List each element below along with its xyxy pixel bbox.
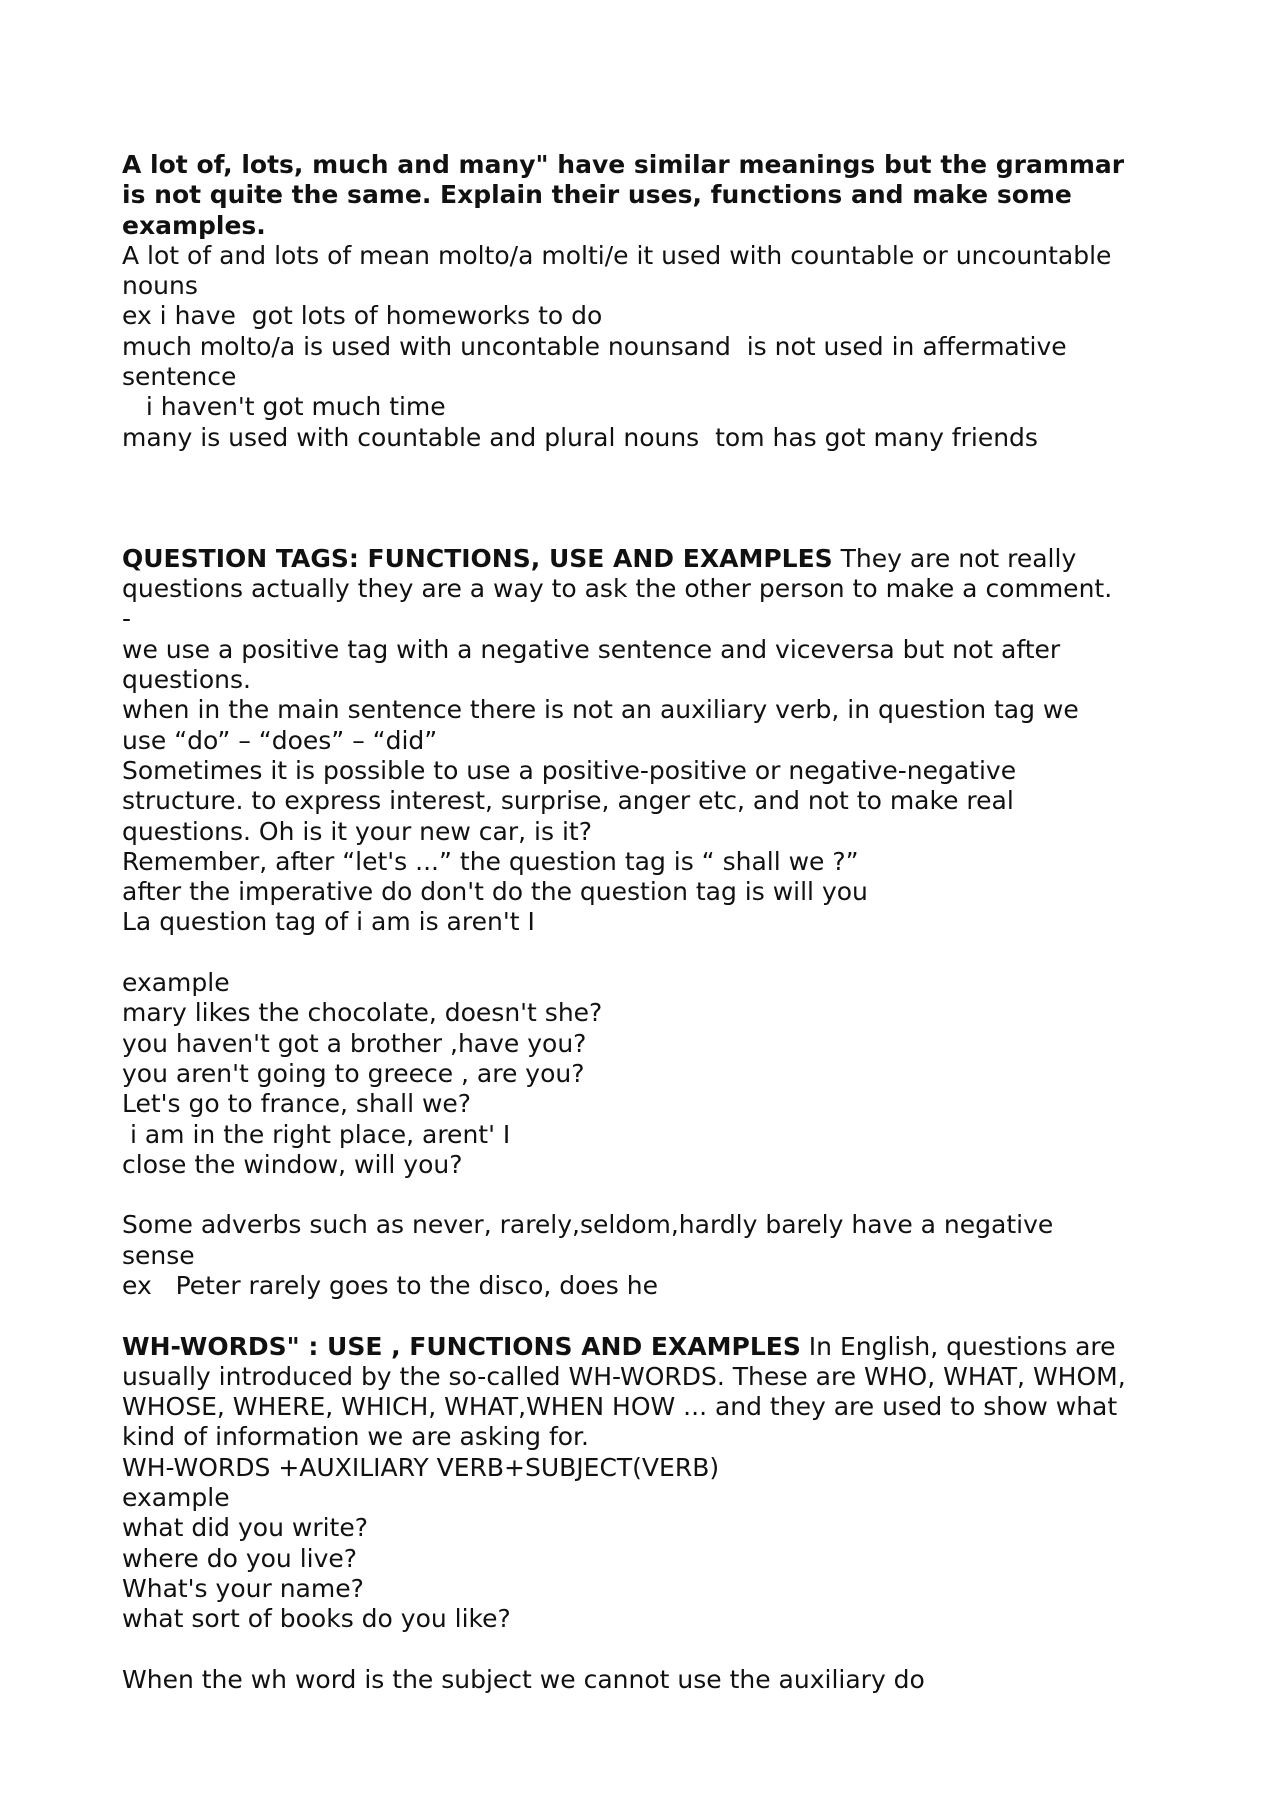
text-line: we use a positive tag with a negative sentence and viceversa but not after <box>122 634 1061 664</box>
example-line: mary likes the chocolate, doesn't she? <box>122 998 603 1028</box>
example-line: example <box>122 968 230 998</box>
text-line: sense <box>122 1240 195 1270</box>
section-question-tags <box>122 544 1172 1301</box>
text-line: kind of information we are asking for. <box>122 1422 589 1452</box>
text-line: use “do” – “does” – “did” <box>122 725 438 755</box>
example-line: what did you write? <box>122 1513 368 1543</box>
section-wh-words <box>122 1332 1172 1696</box>
blank-line <box>122 483 1172 513</box>
blank-line <box>122 1635 1172 1665</box>
text-line: ex i have got lots of homeworks to do <box>122 301 603 331</box>
text-line: ex Peter rarely goes to the disco, does he <box>122 1270 658 1300</box>
section-heading-line <box>122 1332 1172 1362</box>
text-line: Some adverbs such as never, rarely,seldom,hardly barely have a negative <box>122 1210 1054 1240</box>
section-quantifiers <box>122 150 1172 453</box>
section-heading: WH-WORDS" : USE , FUNCTIONS AND EXAMPLES <box>122 1331 801 1361</box>
blank-line <box>122 1301 1172 1331</box>
text-line: many is used with countable and plural nouns tom has got many friends <box>122 422 1038 452</box>
text-line: structure. to express interest, surprise, anger etc, and not to make real <box>122 786 1014 816</box>
document-page <box>122 150 1172 1695</box>
text-line: after the imperative do don't do the question tag is will you <box>122 877 868 907</box>
blank-line <box>122 514 1172 544</box>
text-line: questions. <box>122 665 251 695</box>
example-line: What's your name? <box>122 1573 364 1603</box>
text-line: WHOSE, WHERE, WHICH, WHAT,WHEN HOW ... and they are used to show what <box>122 1392 1118 1422</box>
text-line: example <box>122 1483 230 1513</box>
heading-continuation: In English, questions are <box>800 1331 1116 1361</box>
example-line: you haven't got a brother ,have you? <box>122 1028 587 1058</box>
text-line: When the wh word is the subject we cannot use the auxiliary do <box>122 1664 925 1694</box>
section-heading: QUESTION TAGS: FUNCTIONS, USE AND EXAMPLES <box>122 543 833 573</box>
blank-line <box>122 938 1172 968</box>
text-line: La question tag of i am is aren't I <box>122 907 535 937</box>
blank-line <box>122 1180 1172 1210</box>
text-line: much molto/a is used with uncontable nounsand is not used in affermative <box>122 331 1067 361</box>
section-heading-line: examples. <box>122 210 266 240</box>
blank-line <box>122 453 1172 483</box>
text-line: questions actually they are a way to ask the other person to make a comment. <box>122 574 1113 604</box>
heading-continuation: They are not really <box>832 543 1077 573</box>
section-heading-line: A lot of, lots, much and many" have similar meanings but the grammar <box>122 150 1125 179</box>
text-line: - <box>122 604 132 634</box>
text-line: Sometimes it is possible to use a positive-positive or negative-negative <box>122 755 1017 785</box>
text-line: WH-WORDS +AUXILIARY VERB+SUBJECT(VERB) <box>122 1452 720 1482</box>
example-line: you aren't going to greece , are you? <box>122 1058 585 1088</box>
text-line: questions. Oh is it your new car, is it? <box>122 816 592 846</box>
example-line: i am in the right place, arent' I <box>122 1119 511 1149</box>
text-line: i haven't got much time <box>122 392 446 422</box>
text-line: usually introduced by the so-called WH-WORDS. These are WHO, WHAT, WHOM, <box>122 1361 1126 1391</box>
text-line: when in the main sentence there is not an auxiliary verb, in question tag we <box>122 695 1079 725</box>
section-heading-line <box>122 544 1172 574</box>
example-line: close the window, will you? <box>122 1149 463 1179</box>
text-line: nouns <box>122 271 198 301</box>
example-line: where do you live? <box>122 1543 358 1573</box>
text-line: sentence <box>122 362 237 392</box>
example-line: Let's go to france, shall we? <box>122 1089 472 1119</box>
section-heading-line: is not quite the same. Explain their uses, functions and make some <box>122 180 1072 210</box>
example-line: what sort of books do you like? <box>122 1604 511 1634</box>
text-line: A lot of and lots of mean molto/a molti/e it used with countable or uncountable <box>122 240 1112 270</box>
text-line: Remember, after “let's ...” the question tag is “ shall we ?” <box>122 846 859 876</box>
